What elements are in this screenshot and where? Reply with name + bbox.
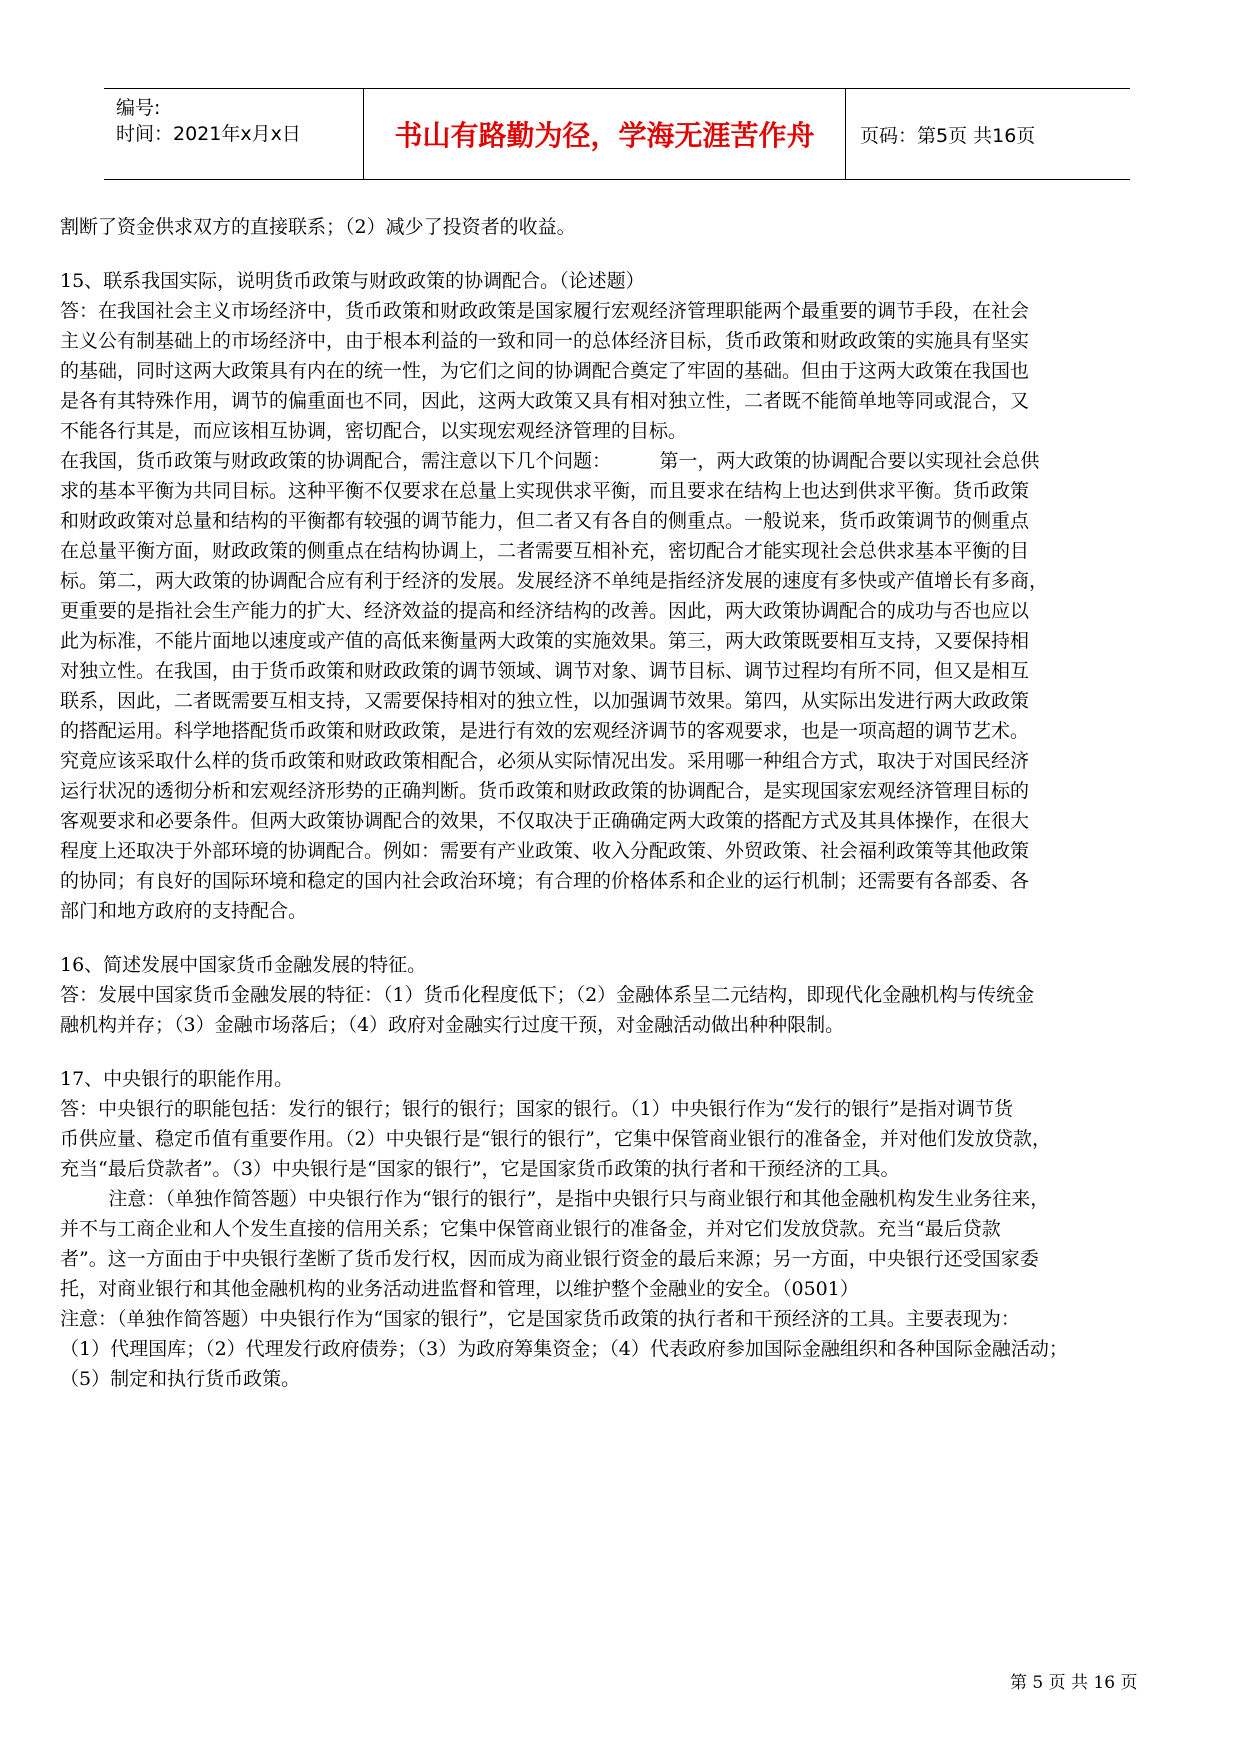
question-15-title: 15、联系我国实际，说明货币政策与财政政策的协调配合。（论述题） — [60, 270, 645, 292]
body-line: 标。第二，两大政策的协调配合应有利于经济的发展。发展经济不单纯是指经济发展的速度有多快或产值增长有多商， — [60, 570, 1049, 592]
body-line: 融机构并存；（3）金融市场落后；（4）政府对金融实行过度干预，对金融活动做出种种限制。 — [60, 1014, 845, 1036]
document-body — [60, 212, 1175, 1394]
body-line: 主义公有制基础上的市场经济中，由于根本利益的一致和同一的总体经济目标，货币政策和财政政策的实施具有坚实 — [60, 330, 1030, 352]
header-motto: 书山有路勤为径，学海无涯苦作舟 — [394, 119, 815, 152]
header-info-cell — [104, 89, 364, 179]
body-line: 不能各行其是，而应该相互协调，密切配合，以实现宏观经济管理的目标。 — [60, 420, 688, 442]
body-line: 者”。这一方面由于中央银行垄断了货币发行权，因而成为商业银行资金的最后来源；另一方面，中央银行还受国家委 — [60, 1248, 1039, 1270]
body-line: 程度上还取决于外部环境的协调配合。例如：需要有产业政策、收入分配政策、外贸政策、社会福利政策等其他政策 — [60, 840, 1030, 862]
body-line: 注意：（单独作简答题）中央银行作为“国家的银行”，它是国家货币政策的执行者和干预经济的工具。主要表现为： — [60, 1308, 1020, 1330]
body-line: 的基础，同时这两大政策具有内在的统一性，为它们之间的协调配合奠定了牢固的基础。但由于这两大政策在我国也 — [60, 360, 1030, 382]
header-number-label: 编号: — [116, 97, 161, 119]
body-line: 对独立性。在我国，由于货币政策和财政政策的调节领域、调节对象、调节目标、调节过程均有所不同，但又是相互 — [60, 660, 1030, 682]
body-line: （1）代理国库；（2）代理发行政府债券；（3）为政府筹集资金；（4）代表政府参加国际金融组织和各种国际金融活动； — [60, 1338, 1068, 1360]
body-line: 的协同；有良好的国际环境和稳定的国内社会政治环境；有合理的价格体系和企业的运行机制；还需要有各部委、各 — [60, 870, 1030, 892]
body-line: 答：中央银行的职能包括：发行的银行；银行的银行；国家的银行。（1）中央银行作为“发行的银行”是指对调节货 — [60, 1098, 1014, 1120]
body-line: 究竟应该采取什么样的货币政策和财政政策相配合，必须从实际情况出发。采用哪一种组合方式，取决于对国民经济 — [60, 750, 1030, 772]
body-line: 此为标准，不能片面地以速度或产值的高低来衡量两大政策的实施效果。第三，两大政策既要相互支持，又要保持相 — [60, 630, 1030, 652]
header-time-label: 时间：2021年x月x日 — [116, 123, 301, 145]
body-line: 在总量平衡方面，财政政策的侧重点在结构协调上，二者需要互相补充，密切配合才能实现社会总供求基本平衡的目 — [60, 540, 1030, 562]
body-line: 答：发展中国家货币金融发展的特征：（1）货币化程度低下；（2）金融体系呈二元结构，即现代化金融机构与传统金 — [60, 984, 1035, 1006]
body-line: 的搭配运用。科学地搭配货币政策和财政政策，是进行有效的宏观经济调节的客观要求，也是一项高超的调节艺术。 — [60, 720, 1030, 742]
body-line: 币供应量、稳定币值有重要作用。（2）中央银行是“银行的银行”，它集中保管商业银行的准备金，并对他们发放贷款， — [60, 1128, 1052, 1150]
question-17-title: 17、中央银行的职能作用。 — [60, 1068, 294, 1090]
body-line: 运行状况的透彻分析和宏观经济形势的正确判断。货币政策和财政政策的协调配合，是实现国家宏观经济管理目标的 — [60, 780, 1030, 802]
body-line: 托，对商业银行和其他金融机构的业务活动进监督和管理，以维护整个金融业的安全。（0501） — [60, 1278, 859, 1300]
body-line: 和财政政策对总量和结构的平衡都有较强的调节能力，但二者又有各自的侧重点。一般说来，货币政策调节的侧重点 — [60, 510, 1030, 532]
body-line: 客观要求和必要条件。但两大政策协调配合的效果，不仅取决于正确确定两大政策的搭配方式及其具体操作，在很大 — [60, 810, 1030, 832]
header-page-label: 页码：第5页 共16页 — [860, 124, 1036, 147]
body-line: 是各有其特殊作用，调节的偏重面也不同，因此，这两大政策又具有相对独立性，二者既不能简单地等同或混合，又 — [60, 390, 1030, 412]
body-line: 求的基本平衡为共同目标。这种平衡不仅要求在总量上实现供求平衡，而且要求在结构上也达到供求平衡。货币政策 — [60, 480, 1030, 502]
footer-page-number: 第 5 页 共 16 页 — [1010, 1673, 1138, 1693]
body-line: 并不与工商企业和人个发生直接的信用关系；它集中保管商业银行的准备金，并对它们发放贷款。充当“最后贷款 — [60, 1218, 1001, 1240]
header-motto-cell — [364, 89, 846, 179]
body-line: 部门和地方政府的支持配合。 — [60, 900, 308, 922]
question-16-title: 16、简述发展中国家货币金融发展的特征。 — [60, 954, 427, 976]
body-line: 更重要的是指社会生产能力的扩大、经济效益的提高和经济结构的改善。因此，两大政策协调配合的成功与否也应以 — [60, 600, 1030, 622]
body-line: （5）制定和执行货币政策。 — [60, 1368, 301, 1390]
body-line: 答：在我国社会主义市场经济中，货币政策和财政政策是国家履行宏观经济管理职能两个最重要的调节手段，在社会 — [60, 300, 1030, 322]
body-line: 注意：（单独作简答题）中央银行作为“银行的银行”，是指中央银行只与商业银行和其他金融机构发生业务往来， — [60, 1188, 1050, 1210]
header-page-cell — [846, 89, 1130, 179]
body-line: 联系，因此，二者既需要互相支持，又需要保持相对的独立性，以加强调节效果。第四，从实际出发进行两大政政策 — [60, 690, 1030, 712]
body-line: 在我国，货币政策与财政政策的协调配合，需注意以下几个问题： 第一，两大政策的协调配合要以实现社会总供 — [60, 450, 1040, 472]
document-header — [104, 88, 1130, 180]
body-line: 割断了资金供求双方的直接联系；（2）减少了投资者的收益。 — [60, 216, 576, 238]
body-line: 充当“最后贷款者”。（3）中央银行是“国家的银行”，它是国家货币政策的执行者和干预经济的工具。 — [60, 1158, 900, 1180]
